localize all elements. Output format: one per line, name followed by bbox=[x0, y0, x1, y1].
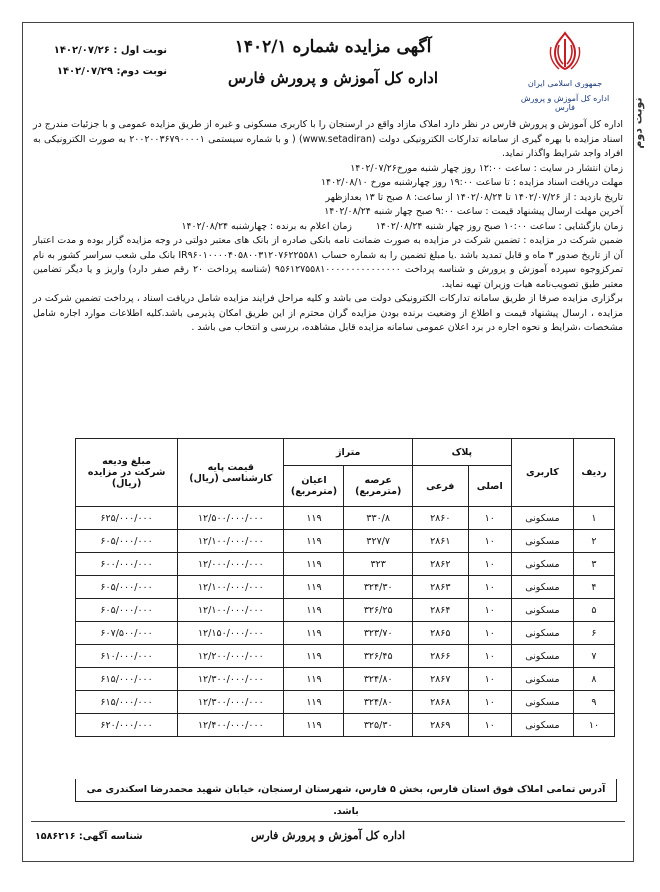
cell-use: مسکونی bbox=[511, 714, 573, 737]
cell-building: ۱۱۹ bbox=[284, 530, 344, 553]
cell-sub: ۲۸۶۲ bbox=[412, 553, 468, 576]
cell-n: ۸ bbox=[573, 668, 614, 691]
intro-paragraph: اداره کل آموزش و پرورش فارس در نظر دارد املاک مازاد واقع در ارسنجان را با کاربری مسکونی و غیره از طریق مزایده عمومی و با جزئیات مندرج در اسناد مزایده با بهره گیری از سامانه تدارکات الکترونیکی دولت (www.setadiran) ( و با شماره سیستمی ۲۰۰۲۰۰۳۶۷۹۰۰۰۰۱ به صورت الکترونیکی به افراد واجد شرایط واگذار نماید. bbox=[33, 119, 623, 159]
table-row bbox=[76, 530, 615, 553]
ad-title: آگهی مزایده شماره ۱۴۰۲/۱ bbox=[234, 37, 432, 57]
cell-price: ۱۲/۱۰۰/۰۰۰/۰۰۰ bbox=[178, 599, 284, 622]
col-deposit: مبلغ ودیعه شرکت در مزایده (ریال) bbox=[76, 439, 178, 507]
col-price: قیمت پایه کارشناسی (ریال) bbox=[178, 439, 284, 507]
cell-main: ۱۰ bbox=[468, 691, 511, 714]
cell-n: ۹ bbox=[573, 691, 614, 714]
header bbox=[23, 23, 633, 118]
cell-deposit: ۶۱۰/۰۰۰/۰۰۰ bbox=[76, 645, 178, 668]
cell-land: ۳۲۳/۷۰ bbox=[344, 622, 412, 645]
cell-deposit: ۶۱۵/۰۰۰/۰۰۰ bbox=[76, 668, 178, 691]
col-row: ردیف bbox=[573, 439, 614, 507]
cell-n: ۱۰ bbox=[573, 714, 614, 737]
logo-country: جمهوری اسلامی ایران bbox=[527, 79, 603, 88]
first-round-date: نوبت اول : ۱۴۰۲/۰۷/۲۶ bbox=[53, 45, 167, 56]
cell-main: ۱۰ bbox=[468, 714, 511, 737]
cell-sub: ۲۸۶۴ bbox=[412, 599, 468, 622]
ad-id: شناسه آگهی: ۱۵۸۶۲۱۶ bbox=[35, 831, 143, 842]
cell-building: ۱۱۹ bbox=[284, 553, 344, 576]
col-plaque-main: اصلی bbox=[468, 466, 511, 507]
cell-main: ۱۰ bbox=[468, 645, 511, 668]
cell-price: ۱۲/۴۰۰/۰۰۰/۰۰۰ bbox=[178, 714, 284, 737]
table-row bbox=[76, 714, 615, 737]
cell-n: ۱ bbox=[573, 507, 614, 530]
cell-price: ۱۲/۵۰۰/۰۰۰/۰۰۰ bbox=[178, 507, 284, 530]
cell-sub: ۲۸۶۸ bbox=[412, 691, 468, 714]
doc-deadline: مهلت دریافت اسناد مزایده : تا ساعت ۱۹:۰۰ روز چهارشنبه مورخ ۱۴۰۲/۰۸/۱۰ bbox=[321, 177, 623, 188]
cell-use: مسکونی bbox=[511, 599, 573, 622]
col-plaque-sub: فرعی bbox=[412, 466, 468, 507]
second-round-date: نوبت دوم: ۱۴۰۲/۰۷/۲۹ bbox=[56, 66, 167, 77]
cell-n: ۳ bbox=[573, 553, 614, 576]
cell-sub: ۲۸۶۳ bbox=[412, 576, 468, 599]
cell-land: ۳۲۴/۳۰ bbox=[344, 576, 412, 599]
table-row bbox=[76, 553, 615, 576]
cell-use: مسکونی bbox=[511, 622, 573, 645]
footer-divider bbox=[31, 821, 625, 822]
cell-price: ۱۲/۳۰۰/۰۰۰/۰۰۰ bbox=[178, 668, 284, 691]
cell-use: مسکونی bbox=[511, 553, 573, 576]
cell-use: مسکونی bbox=[511, 507, 573, 530]
guarantee-paragraph: ضمین شرکت در مزایده : تضمین شرکت در مزایده به صورت ضمانت نامه بانکی صادره از بانک های معتبر دولتی در وجه مزایده گزار بوده و مدت اعتبار آن از تاریخ صدور ۳ ماه و قابل تمدید باشد .یا مبلغ تضمین را به شماره حساب IR۹۶۰۱۰۰۰۰۴۰۵۸۰۰۳۱۲۰۷۶۲۲۵۵۸۱ بانک ملی شعب سراسر کشور به نام تمرکزوجوه سپرده آموزش و پرورش و شناسه پرداخت ۹۵۶۱۲۷۵۵۸۱۰۰۰۰۰۰۰۰۰۰۰۰۰۰۰ (شناسه پرداخت ۲۰ رقم صفر دارد) واریز و یا دیگر تضامین معتبر طبق تصویب‌نامه هیات وزیران تهیه نماید. bbox=[33, 235, 623, 290]
cell-sub: ۲۸۶۰ bbox=[412, 507, 468, 530]
cell-n: ۴ bbox=[573, 576, 614, 599]
cell-price: ۱۲/۱۵۰/۰۰۰/۰۰۰ bbox=[178, 622, 284, 645]
col-land: عرصه (مترمربع) bbox=[344, 466, 412, 507]
cell-sub: ۲۸۶۹ bbox=[412, 714, 468, 737]
cell-n: ۶ bbox=[573, 622, 614, 645]
property-rows bbox=[76, 507, 615, 737]
cell-building: ۱۱۹ bbox=[284, 691, 344, 714]
round-dates bbox=[37, 45, 167, 87]
cell-sub: ۲۸۶۵ bbox=[412, 622, 468, 645]
cell-price: ۱۲/۳۰۰/۰۰۰/۰۰۰ bbox=[178, 691, 284, 714]
cell-n: ۵ bbox=[573, 599, 614, 622]
logo-org: اداره کل آموزش و پرورش فارس bbox=[520, 94, 610, 112]
cell-price: ۱۲/۲۰۰/۰۰۰/۰۰۰ bbox=[178, 645, 284, 668]
table-row bbox=[76, 668, 615, 691]
opening-winner bbox=[33, 220, 623, 235]
opening-time: زمان بازگشایی : ساعت ۱۰:۰۰ صبح روز چهار شنبه ۱۴۰۲/۰۸/۲۴ bbox=[375, 220, 623, 232]
table-row bbox=[76, 599, 615, 622]
cell-land: ۳۲۶/۲۵ bbox=[344, 599, 412, 622]
cell-deposit: ۶۰۵/۰۰۰/۰۰۰ bbox=[76, 576, 178, 599]
process-paragraph: برگزاری مزایده صرفا از طریق سامانه تدارکات الکترونیکی دولت می باشد و کلیه مراحل فرایند مزایده شامل دریافت اسناد ، پرداخت تضمین شرکت در مزایده ، ارسال پیشنهاد قیمت و اطلاع از وضعیت برنده بودن مزایده گران محترم از این طریق امکان پذیرمی باشد.کلیه اطلاعات موارد اجاره شامل مشخصات ،شرایط و نحوه اجاره در برد اعلان عمومی سامانه مزایده قابل مشاهده، بررسی و انتخاب می باشد . bbox=[33, 293, 623, 333]
property-address: آدرس تمامی املاک فوق استان فارس، بخش ۵ فارس، شهرستان ارسنجان، خیابان شهید محمدرضا اسکندری می باشد. bbox=[75, 779, 617, 802]
cell-use: مسکونی bbox=[511, 576, 573, 599]
side-stamp-text: نوبت دوم bbox=[631, 97, 645, 149]
cell-deposit: ۶۱۵/۰۰۰/۰۰۰ bbox=[76, 691, 178, 714]
footer-org: اداره کل آموزش و پرورش فارس bbox=[250, 829, 406, 842]
logo bbox=[515, 29, 615, 112]
cell-building: ۱۱۹ bbox=[284, 507, 344, 530]
cell-main: ۱۰ bbox=[468, 507, 511, 530]
cell-land: ۳۲۴/۸۰ bbox=[344, 668, 412, 691]
bid-deadline: آخرین مهلت ارسال پیشنهاد قیمت : ساعت ۹:۰۰ صبح چهار شنبه ۱۴۰۲/۰۸/۲۴ bbox=[324, 206, 623, 217]
cell-building: ۱۱۹ bbox=[284, 576, 344, 599]
ad-sheet bbox=[8, 8, 652, 884]
cell-use: مسکونی bbox=[511, 691, 573, 714]
cell-main: ۱۰ bbox=[468, 553, 511, 576]
cell-land: ۳۲۵/۳۰ bbox=[344, 714, 412, 737]
cell-deposit: ۶۰۰/۰۰۰/۰۰۰ bbox=[76, 553, 178, 576]
cell-deposit: ۶۰۵/۰۰۰/۰۰۰ bbox=[76, 530, 178, 553]
ad-subtitle: اداره کل آموزش و پرورش فارس bbox=[227, 69, 439, 87]
table-row bbox=[76, 691, 615, 714]
cell-price: ۱۲/۰۰۰/۰۰۰/۰۰۰ bbox=[178, 553, 284, 576]
cell-deposit: ۶۰۷/۵۰۰/۰۰۰ bbox=[76, 622, 178, 645]
cell-land: ۳۲۳ bbox=[344, 553, 412, 576]
col-use: کاربری bbox=[511, 439, 573, 507]
cell-land: ۳۲۶/۴۵ bbox=[344, 645, 412, 668]
iran-emblem-icon bbox=[543, 29, 587, 73]
property-table bbox=[75, 438, 615, 737]
visit-dates: تاریخ بازدید : از ۱۴۰۲/۰۷/۲۶ تا ۱۴۰۲/۰۸/۲۴ از ساعت: ۸ صبح تا ۱۳ بعدازظهر bbox=[325, 191, 623, 203]
table-row bbox=[76, 645, 615, 668]
cell-use: مسکونی bbox=[511, 645, 573, 668]
cell-land: ۳۳۰/۸ bbox=[344, 507, 412, 530]
cell-price: ۱۲/۱۰۰/۰۰۰/۰۰۰ bbox=[178, 530, 284, 553]
cell-sub: ۲۸۶۷ bbox=[412, 668, 468, 691]
cell-building: ۱۱۹ bbox=[284, 714, 344, 737]
table-row bbox=[76, 576, 615, 599]
publish-time: زمان انتشار در سایت : ساعت ۱۲:۰۰ روز چهار شنبه مورخ۱۴۰۲/۰۷/۲۶ bbox=[350, 162, 623, 174]
table-row bbox=[76, 622, 615, 645]
cell-main: ۱۰ bbox=[468, 622, 511, 645]
winner-time: زمان اعلام به برنده : چهارشنبه ۱۴۰۲/۰۸/۲۴ bbox=[181, 220, 352, 232]
cell-main: ۱۰ bbox=[468, 668, 511, 691]
cell-use: مسکونی bbox=[511, 530, 573, 553]
cell-main: ۱۰ bbox=[468, 530, 511, 553]
cell-deposit: ۶۰۵/۰۰۰/۰۰۰ bbox=[76, 599, 178, 622]
cell-n: ۲ bbox=[573, 530, 614, 553]
cell-sub: ۲۸۶۱ bbox=[412, 530, 468, 553]
cell-main: ۱۰ bbox=[468, 576, 511, 599]
cell-building: ۱۱۹ bbox=[284, 645, 344, 668]
cell-land: ۳۲۴/۸۰ bbox=[344, 691, 412, 714]
cell-building: ۱۱۹ bbox=[284, 668, 344, 691]
cell-land: ۳۲۷/۷ bbox=[344, 530, 412, 553]
cell-n: ۷ bbox=[573, 645, 614, 668]
cell-sub: ۲۸۶۶ bbox=[412, 645, 468, 668]
col-area: متراژ bbox=[284, 439, 412, 466]
col-plaque: پلاک bbox=[412, 439, 511, 466]
cell-deposit: ۶۲۵/۰۰۰/۰۰۰ bbox=[76, 507, 178, 530]
table-row bbox=[76, 507, 615, 530]
cell-building: ۱۱۹ bbox=[284, 599, 344, 622]
ad-body bbox=[33, 118, 623, 336]
cell-building: ۱۱۹ bbox=[284, 622, 344, 645]
cell-deposit: ۶۲۰/۰۰۰/۰۰۰ bbox=[76, 714, 178, 737]
col-building: اعیان (مترمربع) bbox=[284, 466, 344, 507]
ad-frame bbox=[22, 22, 634, 862]
cell-price: ۱۲/۱۰۰/۰۰۰/۰۰۰ bbox=[178, 576, 284, 599]
cell-use: مسکونی bbox=[511, 668, 573, 691]
cell-main: ۱۰ bbox=[468, 599, 511, 622]
